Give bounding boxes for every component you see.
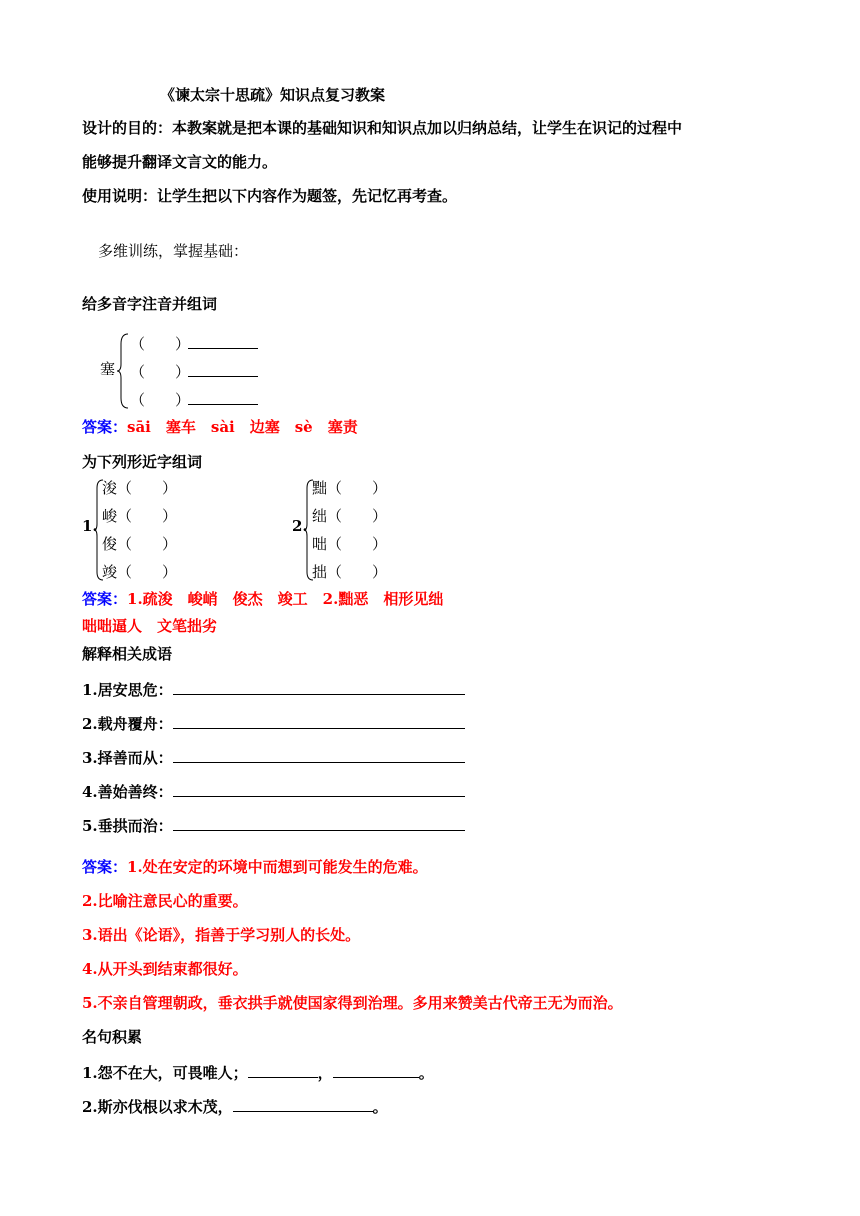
polyphone-blank-2[interactable] <box>188 360 258 377</box>
idiom-blank-4[interactable] <box>173 780 465 797</box>
idiom-blank-3[interactable] <box>173 746 465 763</box>
answer-label: 答案： <box>82 858 128 876</box>
quote2-blank-1[interactable] <box>233 1095 373 1112</box>
answer-label: 答案： <box>82 590 128 608</box>
idiom-blank-5[interactable] <box>173 814 465 831</box>
idiom-item-3: 3.择善而从： <box>82 746 465 769</box>
quotes-heading: 名句积累 <box>82 1028 143 1046</box>
group1-item-3: 俊（ ） <box>102 535 178 553</box>
polyphone-row-3: （ ） <box>130 388 258 411</box>
polyphone-blank-3[interactable] <box>188 388 258 405</box>
polyphone-char: 塞 <box>100 360 116 378</box>
polyphone-blank-1[interactable] <box>188 332 258 349</box>
idiom-item-5: 5.垂拱而治： <box>82 814 465 837</box>
idiom-answer-1: 答案：1.处在安定的环境中而想到可能发生的危难。 <box>82 858 428 876</box>
idiom-answer-5: 5.不亲自管理朝政，垂衣拱手就使国家得到治理。多用来赞美古代帝王无为而治。 <box>82 994 623 1012</box>
group2-item-3: 咄（ ） <box>312 535 388 553</box>
group2-label: 2. <box>292 517 308 535</box>
purpose-line-2: 能够提升翻译文言文的能力。 <box>82 153 278 171</box>
idiom-item-2: 2.载舟覆舟： <box>82 712 465 735</box>
group1-item-4: 竣（ ） <box>102 563 178 581</box>
polyphone-row-2: （ ） <box>130 360 258 383</box>
document-title: 《谏太宗十思疏》知识点复习教案 <box>160 86 386 104</box>
usage-note: 使用说明：让学生把以下内容作为题签，先记忆再考查。 <box>82 187 458 205</box>
quote1-blank-1[interactable] <box>248 1061 318 1078</box>
polyphone-row-1: （ ） <box>130 332 258 355</box>
similar-answer-line-1 <box>82 588 443 610</box>
quote-item-1: 1.怨不在大，可畏唯人； ， 。 <box>82 1061 434 1084</box>
polyphone-brace <box>116 332 130 410</box>
idiom-blank-2[interactable] <box>173 712 465 729</box>
quote1-blank-2[interactable] <box>333 1061 419 1078</box>
similar-heading: 为下列形近字组词 <box>82 453 203 471</box>
idiom-answer-4: 4.从开头到结束都很好。 <box>82 960 248 978</box>
quote-item-2: 2.斯亦伐根以求木茂， 。 <box>82 1095 388 1118</box>
group2-item-4: 拙（ ） <box>312 563 388 581</box>
answer-label: 答案： <box>82 418 128 436</box>
purpose-line-1: 设计的目的：本教案就是把本课的基础知识和知识点加以归纳总结，让学生在识记的过程中 <box>82 119 683 137</box>
group2-item-1: 黜（ ） <box>312 479 388 497</box>
idiom-answer-3: 3.语出《论语》，指善于学习别人的长处。 <box>82 926 361 944</box>
group1-label: 1. <box>82 517 98 535</box>
idiom-item-1: 1.居安思危： <box>82 678 465 701</box>
group1-item-2: 峻（ ） <box>102 507 178 525</box>
polyphone-answer-text: sāi 塞车 sài 边塞 sè 塞责 <box>127 418 358 436</box>
group1-item-1: 浚（ ） <box>102 479 178 497</box>
idiom-item-4: 4.善始善终： <box>82 780 465 803</box>
group2-item-2: 绌（ ） <box>312 507 388 525</box>
idiom-answer-2: 2.比喻注意民心的重要。 <box>82 892 248 910</box>
similar-answer-line-2: 咄咄逼人 文笔拙劣 <box>82 617 218 635</box>
idiom-blank-1[interactable] <box>173 678 465 695</box>
polyphone-heading: 给多音字注音并组词 <box>82 295 218 313</box>
similar-answer-text-1: 1.疏浚 峻峭 俊杰 竣工 2.黜恶 相形见绌 <box>127 590 444 608</box>
training-heading: 多维训练，掌握基础： <box>98 242 249 260</box>
polyphone-answer <box>82 416 358 438</box>
idioms-heading: 解释相关成语 <box>82 645 173 663</box>
